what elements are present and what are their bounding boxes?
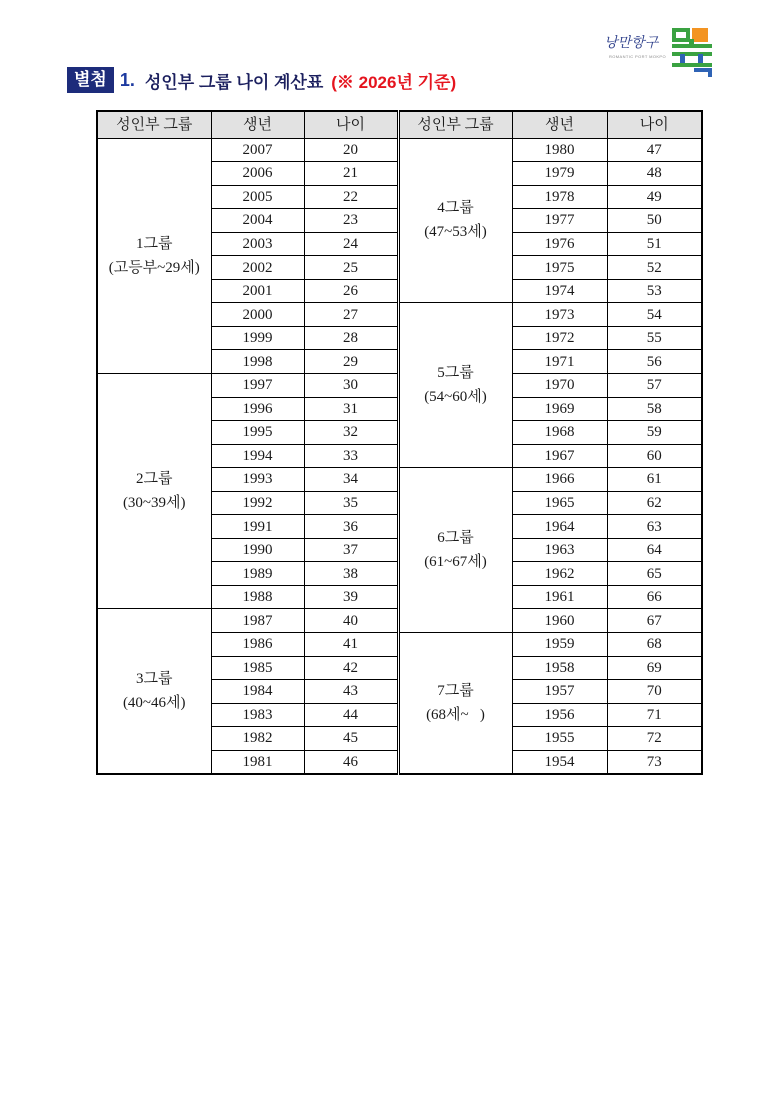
age-cell: 42	[304, 656, 398, 680]
group-range: (61~67세)	[424, 554, 487, 571]
birth-year-cell: 1968	[512, 421, 607, 445]
group-cell	[398, 303, 512, 468]
age-cell: 31	[304, 397, 398, 421]
birth-year-cell: 1980	[512, 138, 607, 162]
age-cell: 60	[607, 444, 702, 468]
birth-year-cell: 1987	[211, 609, 304, 633]
age-cell: 36	[304, 515, 398, 539]
birth-year-cell: 1978	[512, 185, 607, 209]
age-cell: 26	[304, 279, 398, 303]
age-cell: 65	[607, 562, 702, 586]
group-range: (30~39세)	[122, 495, 186, 512]
birth-year-cell: 1988	[211, 585, 304, 609]
appendix-badge: 별첨	[67, 67, 114, 93]
header-age: 나이	[304, 111, 398, 138]
age-cell: 64	[607, 538, 702, 562]
birth-year-cell: 1963	[512, 538, 607, 562]
birth-year-cell: 1956	[512, 703, 607, 727]
birth-year-cell: 1954	[512, 750, 607, 774]
birth-year-cell: 1977	[512, 209, 607, 233]
group-name: 1그룹	[136, 235, 173, 252]
group-name: 5그룹	[437, 365, 474, 382]
group-cell	[398, 138, 512, 303]
age-cell: 28	[304, 326, 398, 350]
age-cell: 55	[607, 326, 702, 350]
title-note: (※ 2026년 기준)	[331, 72, 457, 92]
age-cell: 40	[304, 609, 398, 633]
table-header-row	[97, 111, 702, 138]
birth-year-cell: 2001	[211, 279, 304, 303]
birth-year-cell: 2005	[211, 185, 304, 209]
birth-year-cell: 1991	[211, 515, 304, 539]
birth-year-cell: 1997	[211, 373, 304, 397]
section-number: 1.	[119, 69, 135, 90]
age-cell: 45	[304, 727, 398, 751]
birth-year-cell: 1964	[512, 515, 607, 539]
header-age: 나이	[607, 111, 702, 138]
birth-year-cell: 1998	[211, 350, 304, 374]
birth-year-cell: 1958	[512, 656, 607, 680]
birth-year-cell: 1973	[512, 303, 607, 327]
birth-year-cell: 1995	[211, 421, 304, 445]
birth-year-cell: 2003	[211, 232, 304, 256]
age-cell: 43	[304, 680, 398, 704]
birth-year-cell: 1976	[512, 232, 607, 256]
age-cell: 73	[607, 750, 702, 774]
age-cell: 72	[607, 727, 702, 751]
group-cell	[97, 373, 211, 608]
birth-year-cell: 1981	[211, 750, 304, 774]
age-cell: 21	[304, 162, 398, 186]
birth-year-cell: 1994	[211, 444, 304, 468]
group-cell	[97, 609, 211, 774]
group-name: 6그룹	[437, 530, 474, 547]
birth-year-cell: 1961	[512, 585, 607, 609]
age-cell: 22	[304, 185, 398, 209]
group-name: 4그룹	[437, 200, 474, 217]
birth-year-cell: 1972	[512, 326, 607, 350]
age-cell: 37	[304, 538, 398, 562]
birth-year-cell: 1979	[512, 162, 607, 186]
age-group-table	[96, 110, 703, 775]
group-name: 2그룹	[136, 471, 173, 488]
age-cell: 51	[607, 232, 702, 256]
birth-year-cell: 1960	[512, 609, 607, 633]
age-cell: 52	[607, 256, 702, 280]
group-name: 3그룹	[136, 671, 173, 688]
age-cell: 44	[304, 703, 398, 727]
birth-year-cell: 1993	[211, 468, 304, 492]
birth-year-cell: 1982	[211, 727, 304, 751]
age-cell: 50	[607, 209, 702, 233]
age-cell: 34	[304, 468, 398, 492]
birth-year-cell: 1962	[512, 562, 607, 586]
birth-year-cell: 2000	[211, 303, 304, 327]
group-range: (68세~ )	[426, 706, 485, 723]
age-cell: 71	[607, 703, 702, 727]
age-cell: 38	[304, 562, 398, 586]
age-cell: 27	[304, 303, 398, 327]
age-cell: 69	[607, 656, 702, 680]
group-name: 7그룹	[437, 682, 474, 699]
age-cell: 54	[607, 303, 702, 327]
age-cell: 61	[607, 468, 702, 492]
birth-year-cell: 1969	[512, 397, 607, 421]
group-cell	[97, 138, 211, 373]
age-cell: 57	[607, 373, 702, 397]
age-cell: 67	[607, 609, 702, 633]
age-cell: 62	[607, 491, 702, 515]
table-body	[97, 138, 702, 774]
header-group: 성인부 그룹	[398, 111, 512, 138]
age-cell: 63	[607, 515, 702, 539]
birth-year-cell: 1959	[512, 632, 607, 656]
mokpo-logo-mark-icon	[670, 27, 714, 77]
age-cell: 29	[304, 350, 398, 374]
birth-year-cell: 1971	[512, 350, 607, 374]
logo-tagline: ROMANTIC PORT MOKPO	[609, 54, 667, 59]
birth-year-cell: 1965	[512, 491, 607, 515]
group-range: (54~60세)	[424, 389, 487, 406]
age-cell: 47	[607, 138, 702, 162]
birth-year-cell: 1992	[211, 491, 304, 515]
age-cell: 48	[607, 162, 702, 186]
birth-year-cell: 2007	[211, 138, 304, 162]
birth-year-cell: 1986	[211, 632, 304, 656]
birth-year-cell: 2006	[211, 162, 304, 186]
age-cell: 25	[304, 256, 398, 280]
group-range: (40~46세)	[122, 695, 186, 712]
birth-year-cell: 1989	[211, 562, 304, 586]
mokpo-logo	[600, 24, 718, 78]
header-group: 성인부 그룹	[97, 111, 211, 138]
birth-year-cell: 1996	[211, 397, 304, 421]
birth-year-cell: 2004	[211, 209, 304, 233]
birth-year-cell: 1970	[512, 373, 607, 397]
age-cell: 24	[304, 232, 398, 256]
age-cell: 66	[607, 585, 702, 609]
logo-script-text: 낭만항구	[604, 35, 659, 51]
table-row	[97, 138, 702, 162]
birth-year-cell: 1974	[512, 279, 607, 303]
age-cell: 58	[607, 397, 702, 421]
birth-year-cell: 1999	[211, 326, 304, 350]
age-cell: 49	[607, 185, 702, 209]
header-birth-year: 생년	[211, 111, 304, 138]
birth-year-cell: 1985	[211, 656, 304, 680]
age-cell: 39	[304, 585, 398, 609]
page-title: 성인부 그룹 나이 계산표	[144, 72, 324, 92]
group-range: (47~53세)	[424, 224, 487, 241]
age-cell: 23	[304, 209, 398, 233]
age-cell: 53	[607, 279, 702, 303]
birth-year-cell: 1975	[512, 256, 607, 280]
header-birth-year: 생년	[512, 111, 607, 138]
birth-year-cell: 1955	[512, 727, 607, 751]
age-cell: 32	[304, 421, 398, 445]
age-cell: 59	[607, 421, 702, 445]
age-cell: 56	[607, 350, 702, 374]
age-cell: 30	[304, 373, 398, 397]
birth-year-cell: 1966	[512, 468, 607, 492]
birth-year-cell: 1984	[211, 680, 304, 704]
age-cell: 70	[607, 680, 702, 704]
birth-year-cell: 1983	[211, 703, 304, 727]
group-cell	[398, 468, 512, 633]
group-cell	[398, 632, 512, 773]
birth-year-cell: 1990	[211, 538, 304, 562]
birth-year-cell: 1967	[512, 444, 607, 468]
age-cell: 46	[304, 750, 398, 774]
age-cell: 41	[304, 632, 398, 656]
age-cell: 20	[304, 138, 398, 162]
section-title	[67, 67, 456, 93]
age-cell: 33	[304, 444, 398, 468]
group-range: (고등부~29세)	[108, 259, 200, 276]
birth-year-cell: 2002	[211, 256, 304, 280]
age-cell: 35	[304, 491, 398, 515]
age-cell: 68	[607, 632, 702, 656]
birth-year-cell: 1957	[512, 680, 607, 704]
